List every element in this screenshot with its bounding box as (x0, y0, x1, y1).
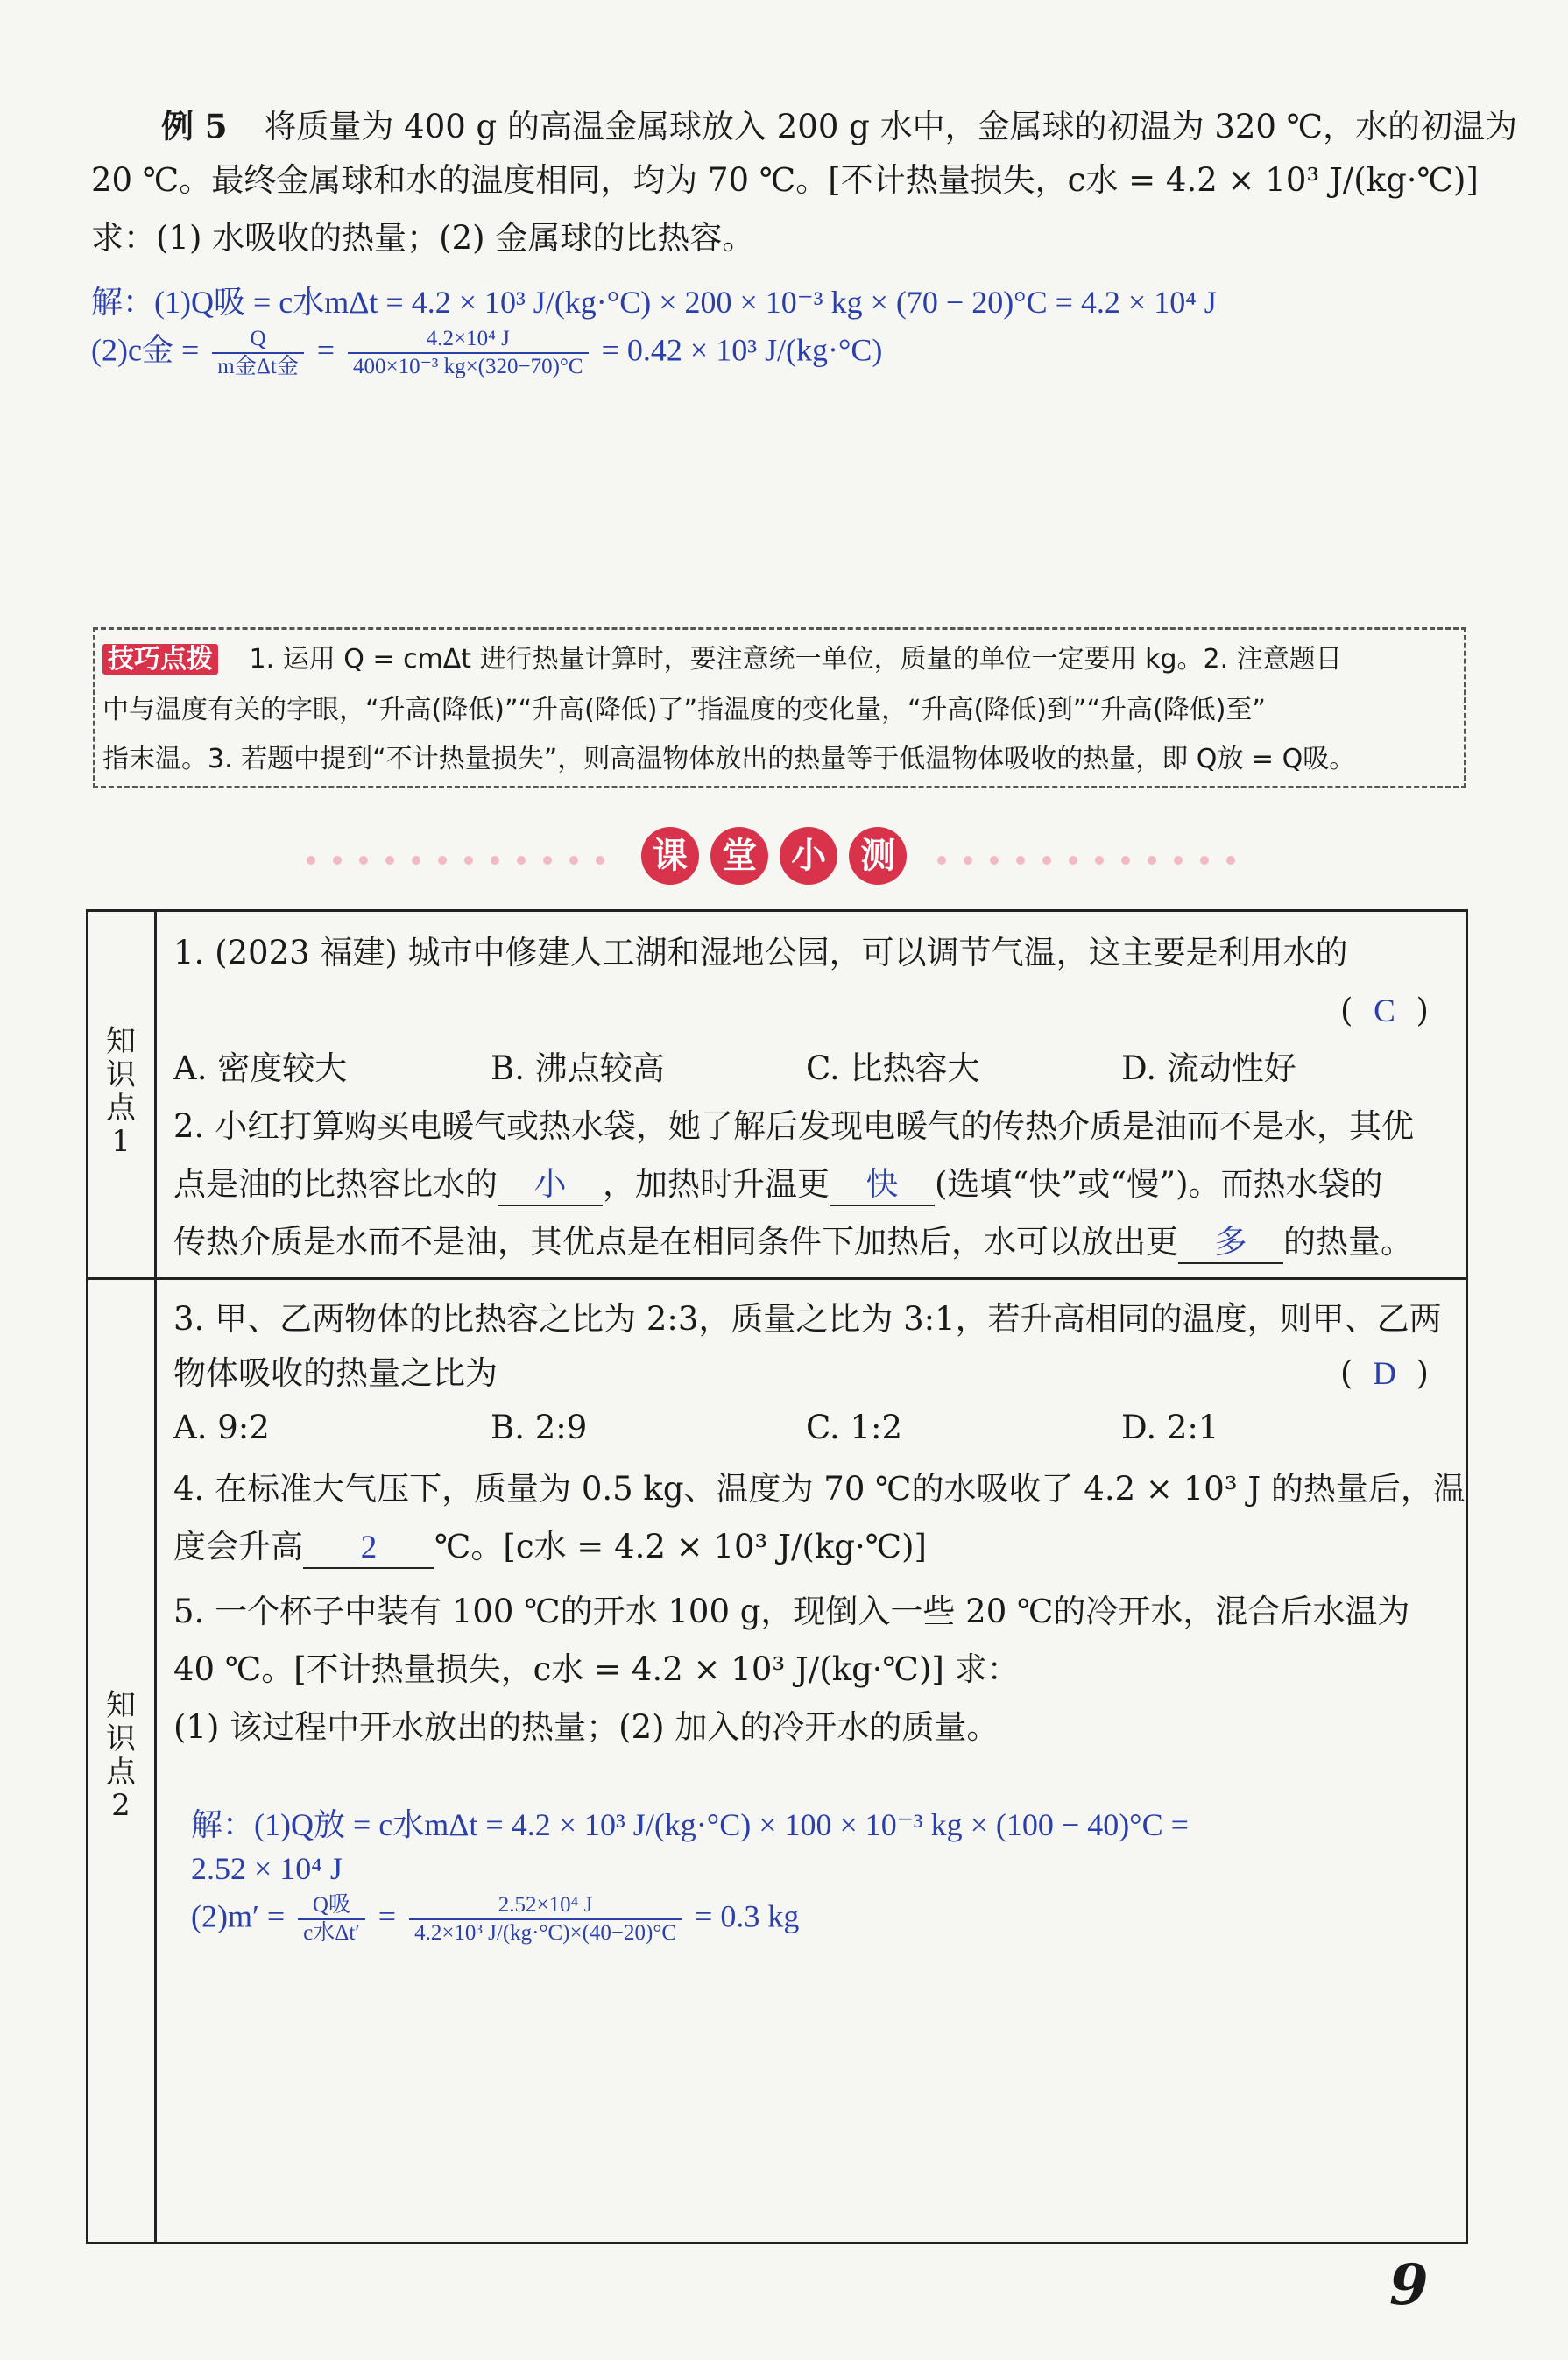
q3-option-b: B. 2:9 (491, 1409, 588, 1446)
example-line-1 (161, 98, 1517, 155)
q1-text: 1. (2023 福建) 城市中修建人工湖和湿地公园，可以调节气温，这主要是利用水的 (173, 934, 1348, 972)
q2-text-a: 点是油的比热容比水的 (173, 1165, 498, 1203)
fraction-den: c水Δt′ (303, 1921, 360, 1945)
fraction-q-over-cdt (298, 1892, 365, 1947)
q4-blank: 2 (303, 1529, 434, 1569)
q1-option-b: B. 沸点较高 (491, 1049, 665, 1087)
q5-line-3: (1) 该过程中开水放出的热量；(2) 加入的冷开水的质量。 (173, 1708, 999, 1746)
q4-line-2 (173, 1519, 927, 1575)
tips-line-3: 指末温。3. 若题中提到“不计热量损失”，则高温物体放出的热量等于低温物体吸收的热量，即 Q放 = Q吸。 (102, 744, 1356, 774)
q1-option-d: D. 流动性好 (1121, 1049, 1296, 1087)
table-divider-horizontal (86, 1277, 1466, 1280)
fraction-den: m金Δt金 (217, 355, 299, 378)
section-dots-left (298, 851, 613, 868)
q4-text-b: ℃。[c水 = 4.2 × 10³ J/(kg·℃)] (434, 1528, 927, 1565)
tips-box (93, 627, 1466, 788)
section-title (638, 827, 910, 885)
fraction-num: Q (212, 326, 303, 354)
solution-2-prefix: (2)c金 = (91, 332, 200, 368)
fraction-q-over-mdt (212, 326, 303, 380)
q3-option-a: A. 9:2 (173, 1409, 270, 1446)
fraction-num: Q吸 (298, 1892, 365, 1920)
tips-line-1 (102, 635, 1342, 684)
q5-line-2: 40 ℃。[不计热量损失，c水 = 4.2 × 10³ J/(kg·℃)] 求： (173, 1650, 1020, 1688)
q3-answer-bracket: ( D ) (1340, 1346, 1429, 1403)
tips-tag: 技巧点拨 (102, 644, 218, 675)
q2-blank-3: 多 (1178, 1224, 1283, 1264)
q3-answer: D (1373, 1356, 1396, 1392)
q2-text-c: (选填“快”或“慢”)。而热水袋的 (935, 1165, 1383, 1203)
q5-solution-2: 2.52 × 10⁴ J (191, 1851, 343, 1886)
example-text-1: 将质量为 400 g 的高温金属球放入 200 g 水中，金属球的初温为 320 ℃，水的初温为 (264, 108, 1518, 145)
fraction-values (348, 326, 589, 380)
tips-text-1: 1. 运用 Q = cmΔt 进行热量计算时，要注意统一单位，质量的单位一定要用 kg。2. 注意题目 (249, 644, 1342, 675)
fraction-den: 4.2×10³ J/(kg·°C)×(40−20)°C (414, 1921, 677, 1945)
section-char: 测 (849, 827, 907, 885)
q4-text-a: 度会升高 (173, 1528, 303, 1565)
q5-solution-3-result: = 0.3 kg (695, 1898, 800, 1934)
q5-solution-3-prefix: (2)m′ = (191, 1898, 286, 1934)
solution-2-result: = 0.42 × 10³ J/(kg·°C) (601, 332, 883, 368)
section-char: 课 (641, 827, 699, 885)
page-number: 9 (1389, 2252, 1429, 2318)
q2-blank-2: 快 (830, 1166, 935, 1206)
q3-line-2: 物体吸收的热量之比为 (173, 1354, 498, 1392)
q2-text-d: 传热介质是水而不是油，其优点是在相同条件下加热后，水可以放出更 (173, 1223, 1178, 1261)
q3-option-c: C. 1:2 (806, 1409, 903, 1446)
q4-line-1: 4. 在标准大气压下，质量为 0.5 kg、温度为 70 ℃的水吸收了 4.2 × 10³ J 的热量后，温 (173, 1470, 1466, 1508)
fraction-num: 2.52×10⁴ J (409, 1892, 682, 1920)
section-dots-right (929, 851, 1244, 868)
q1-option-a: A. 密度较大 (173, 1049, 348, 1087)
q5-solution-3: (2)m′ = $\frac{\text{Q吸}}{\text{c水Δt′}}$ = $\frac{\text{2.52×10⁴ J}}{\text{4.2×10³ J/(kg·°C)×(40−20)°C}}$ = 0.3 kg (191, 1893, 800, 1945)
q2-text-e: 的热量。 (1283, 1223, 1413, 1261)
example-line-3: 求：(1) 水吸收的热量；(2) 金属球的比热容。 (91, 219, 755, 257)
tips-line-2: 中与温度有关的字眼，“升高(降低)”“升高(降低)了”指温度的变化量，“升高(降低)到”“升高(降低)至” (102, 695, 1266, 725)
example-line-2: 20 ℃。最终金属球和水的温度相同，均为 70 ℃。[不计热量损失，c水 = 4.2 × 10³ J/(kg·℃)] (91, 161, 1479, 199)
fraction-values (409, 1892, 682, 1947)
q2-line-1: 2. 小红打算购买电暖气或热水袋，她了解后发现电暖气的传热介质是油而不是水，其优 (173, 1107, 1415, 1145)
example-solution-2: (2)c金 = $\frac{Q}{\text{m金Δt金}}$ = $\frac{\text{4.2×10⁴ J}}{\text{400×10⁻³ kg×(320−70)°C}}$ = 0.42 × 10³ J/(kg·°C) (91, 327, 883, 378)
q1-option-c: C. 比热容大 (806, 1049, 980, 1087)
kp2-label-text: 知识点2 (106, 1688, 136, 1823)
q3-option-d: D. 2:1 (1121, 1409, 1219, 1446)
table-divider-vertical (154, 909, 157, 2242)
section-char: 小 (780, 827, 837, 885)
q2-text-b: ，加热时升温更 (603, 1165, 830, 1203)
kp1-label (95, 1025, 147, 1158)
fraction-num: 4.2×10⁴ J (348, 326, 589, 354)
q2-blank-1: 小 (498, 1166, 603, 1206)
section-char: 堂 (710, 827, 768, 885)
q2-line-3 (173, 1214, 1413, 1270)
kp2-label (95, 1689, 147, 1822)
fraction-den: 400×10⁻³ kg×(320−70)°C (353, 355, 583, 378)
q2-line-2 (173, 1156, 1383, 1212)
example-label: 例 5 (161, 107, 228, 145)
q5-solution-1: 解：(1)Q放 = c水mΔt = 4.2 × 10³ J/(kg·°C) × 100 × 10⁻³ kg × (100 − 40)°C = (191, 1807, 1189, 1842)
kp1-label-text: 知识点1 (106, 1024, 136, 1159)
q1-answer: C (1374, 993, 1395, 1029)
q5-line-1: 5. 一个杯子中装有 100 ℃的开水 100 g，现倒入一些 20 ℃的冷开水，混合后水温为 (173, 1593, 1410, 1630)
q1-answer-bracket: ( C ) (1340, 983, 1429, 1040)
q3-line-1: 3. 甲、乙两物体的比热容之比为 2:3，质量之比为 3:1，若升高相同的温度，则甲、乙两 (173, 1300, 1442, 1338)
example-solution-1: 解：(1)Q吸 = c水mΔt = 4.2 × 10³ J/(kg·°C) × 200 × 10⁻³ kg × (70 − 20)°C = 4.2 × 10⁴ J (91, 285, 1217, 320)
